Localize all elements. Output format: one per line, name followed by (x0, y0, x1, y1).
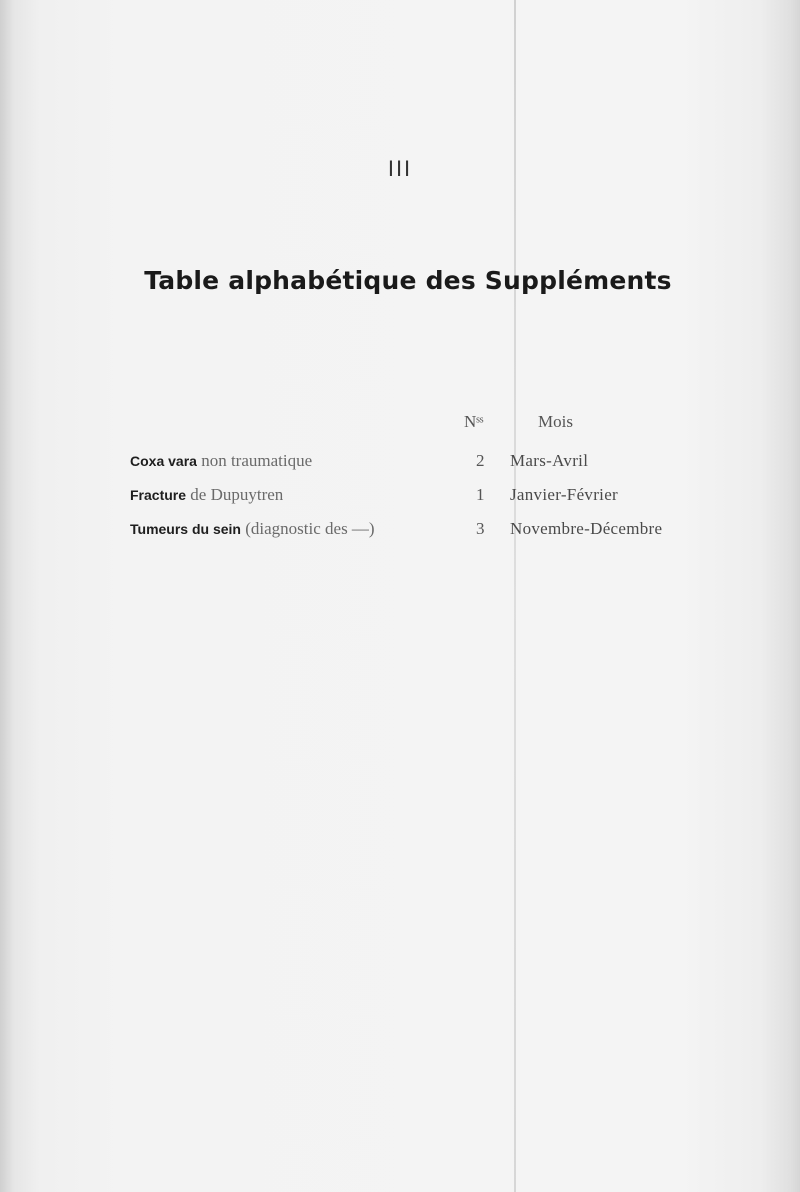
entry-keyword: Coxa vara (130, 453, 197, 469)
column-header-month: Mois (538, 412, 573, 431)
page-title: Table alphabétique des Suppléments (144, 266, 672, 295)
entry-term (130, 485, 283, 505)
entry-number: 1 (476, 485, 485, 504)
entry-number: 2 (476, 451, 485, 470)
entry-number: 3 (476, 519, 485, 538)
entry-description: non traumatique (201, 451, 313, 470)
entry-description: (diagnostic des —) (245, 519, 375, 538)
index-entry (0, 485, 800, 509)
page-number: III (387, 156, 413, 181)
entry-keyword: Tumeurs du sein (130, 521, 241, 537)
entry-keyword: Fracture (130, 487, 187, 503)
entry-description: de Dupuytren (190, 485, 284, 504)
entry-term (130, 519, 375, 539)
column-header-number: Nˢˢ (464, 412, 484, 431)
index-entry (0, 519, 800, 543)
entry-month: Janvier-Février (510, 485, 619, 504)
entry-month: Mars-Avril (510, 451, 589, 470)
index-entry (0, 451, 800, 475)
entry-term (130, 451, 312, 471)
entry-month: Novembre-Décembre (510, 519, 663, 538)
